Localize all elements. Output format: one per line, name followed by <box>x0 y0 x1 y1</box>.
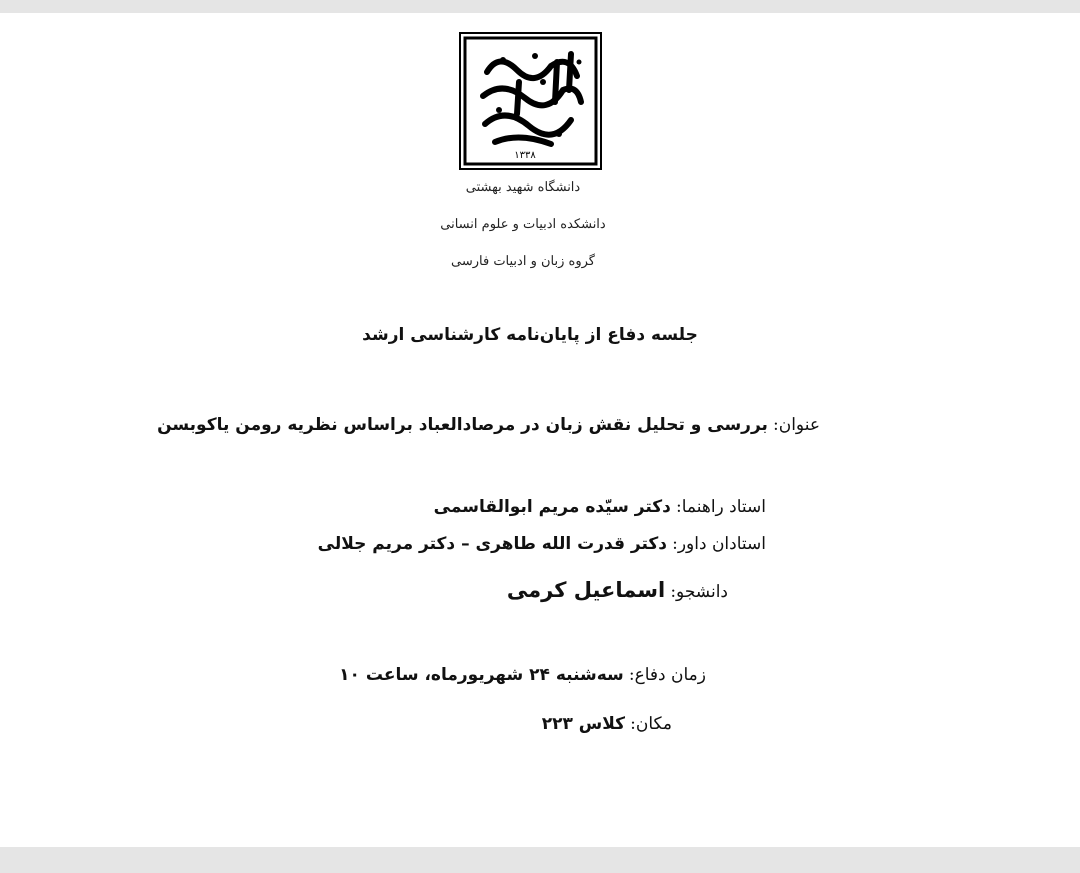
referees-names: دکتر قدرت الله طاهری – دکتر مریم جلالی <box>317 534 667 554</box>
student-name: اسماعیل کرمی <box>506 578 666 602</box>
supervisor-line <box>434 497 766 517</box>
university-name: دانشگاه شهید بهشتی <box>465 180 581 195</box>
document-page <box>0 13 1080 847</box>
defense-time: سه‌شنبه ۲۴ شهریورماه، ساعت ۱۰ <box>339 665 624 685</box>
bottom-margin <box>0 847 1080 873</box>
department-name: گروه زبان و ادبیات فارسی <box>451 254 595 269</box>
faculty-name: دانشکده ادبیات و علوم انسانی <box>440 217 606 232</box>
time-line <box>339 665 706 685</box>
referees-label: استادان داور: <box>672 534 766 554</box>
supervisor-name: دکتر سیّده مریم ابوالقاسمی <box>433 497 671 517</box>
university-seal-icon <box>459 32 602 170</box>
university-logo <box>459 32 602 170</box>
svg-text:۱۳۳۸: ۱۳۳۸ <box>514 150 536 161</box>
time-label: زمان دفاع: <box>628 665 706 685</box>
referees-line <box>318 534 766 554</box>
supervisor-label: استاد راهنما: <box>675 497 766 517</box>
title-line <box>157 415 820 435</box>
thesis-title: بررسی و تحلیل نقش زبان در مرصادالعباد براساس نظریه رومن یاکوبسن <box>157 415 768 435</box>
defense-place: کلاس ۲۲۳ <box>541 714 626 734</box>
place-label: مکان: <box>630 714 672 734</box>
place-line <box>542 714 672 734</box>
student-label: دانشجو: <box>670 582 728 602</box>
session-title: جلسه دفاع از پایان‌نامه کارشناسی ارشد <box>362 325 698 345</box>
top-margin <box>0 0 1080 13</box>
title-label: عنوان: <box>773 415 820 435</box>
student-line <box>507 578 728 602</box>
